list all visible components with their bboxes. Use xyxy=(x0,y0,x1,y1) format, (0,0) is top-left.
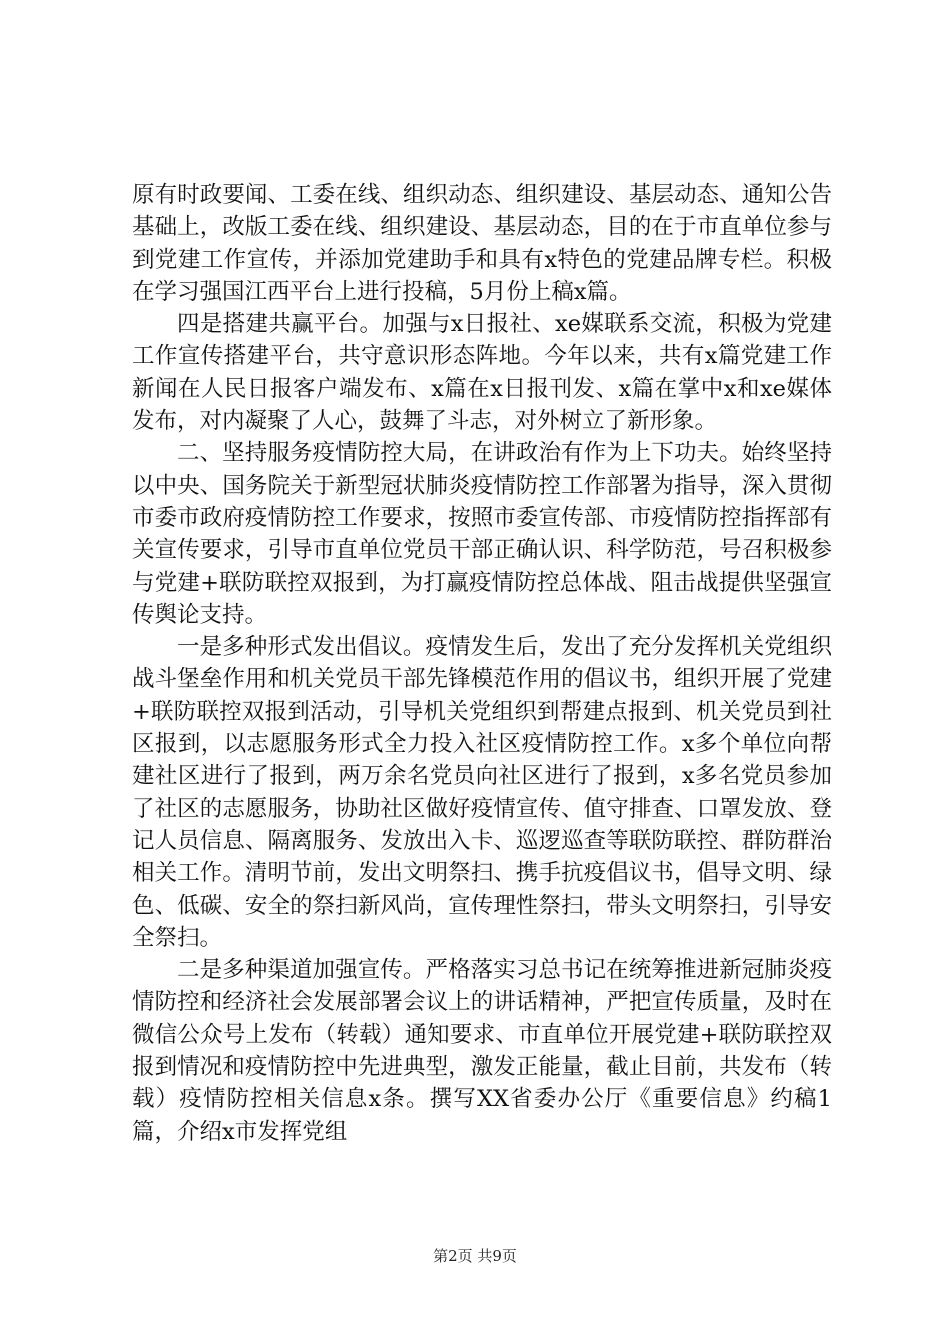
paragraph-2: 四是搭建共赢平台。加强与x日报社、xe媒联系交流，积极为党建工作宣传搭建平台，共守意识形态阵地。今年以来，共有x篇党建工作新闻在人民日报客户端发布、x篇在x日报刊发、x篇在掌中x和xe媒体发布，对内凝聚了人心，鼓舞了斗志，对外树立了新形象。 xyxy=(132,311,832,435)
paragraph-1: 原有时政要闻、工委在线、组织动态、组织建设、基层动态、通知公告基础上，改版工委在线、组织建设、基层动态，目的在于市直单位参与到党建工作宣传，并添加党建助手和具有x特色的党建品牌专栏。积极在学习强国江西平台上进行投稿，5月份上稿x篇。 xyxy=(132,182,832,305)
paragraph-5: 二是多种渠道加强宣传。严格落实习总书记在统筹推进新冠肺炎疫情防控和经济社会发展部署会议上的讲话精神，严把宣传质量，及时在微信公众号上发布（转载）通知要求、市直单位开展党建+联防联控双报到情况和疫情防控中先进典型，激发正能量，截止目前，共发布（转载）疫情防控相关信息x条。撰写XX省委办公厅《重要信息》约稿1篇，介绍x市发挥党组 xyxy=(132,957,832,1145)
paragraph-3: 二、坚持服务疫情防控大局，在讲政治有作为上下功夫。始终坚持以中央、国务院关于新型冠状肺炎疫情防控工作部署为指导，深入贯彻市委市政府疫情防控工作要求，按照市委宣传部、市疫情防控指挥部有关宣传要求，引导市直单位党员干部正确认识、科学防范，号召积极参与党建+联防联控双报到，为打赢疫情防控总体战、阻击战提供坚强宣传舆论支持。 xyxy=(132,440,832,628)
paragraph-4: 一是多种形式发出倡议。疫情发生后，发出了充分发挥机关党组织战斗堡垒作用和机关党员干部先锋模范作用的倡议书，组织开展了党建+联防联控双报到活动，引导机关党组织到帮建点报到、机关党员到社区报到，以志愿服务形式全力投入社区疫情防控工作。x多个单位向帮建社区进行了报到，两万余名党员向社区进行了报到，x多名党员参加了社区的志愿服务，协助社区做好疫情宣传、值守排查、口罩发放、登记人员信息、隔离服务、发放出入卡、巡逻巡查等联防联控、群防群治相关工作。清明节前，发出文明祭扫、携手抗疫倡议书，倡导文明、绿色、低碳、安全的祭扫新风尚，宣传理性祭扫，带头文明祭扫，引导安全祭扫。 xyxy=(132,634,832,951)
document-body xyxy=(132,179,832,1148)
page-footer: 第2页 共9页 xyxy=(433,1247,517,1265)
